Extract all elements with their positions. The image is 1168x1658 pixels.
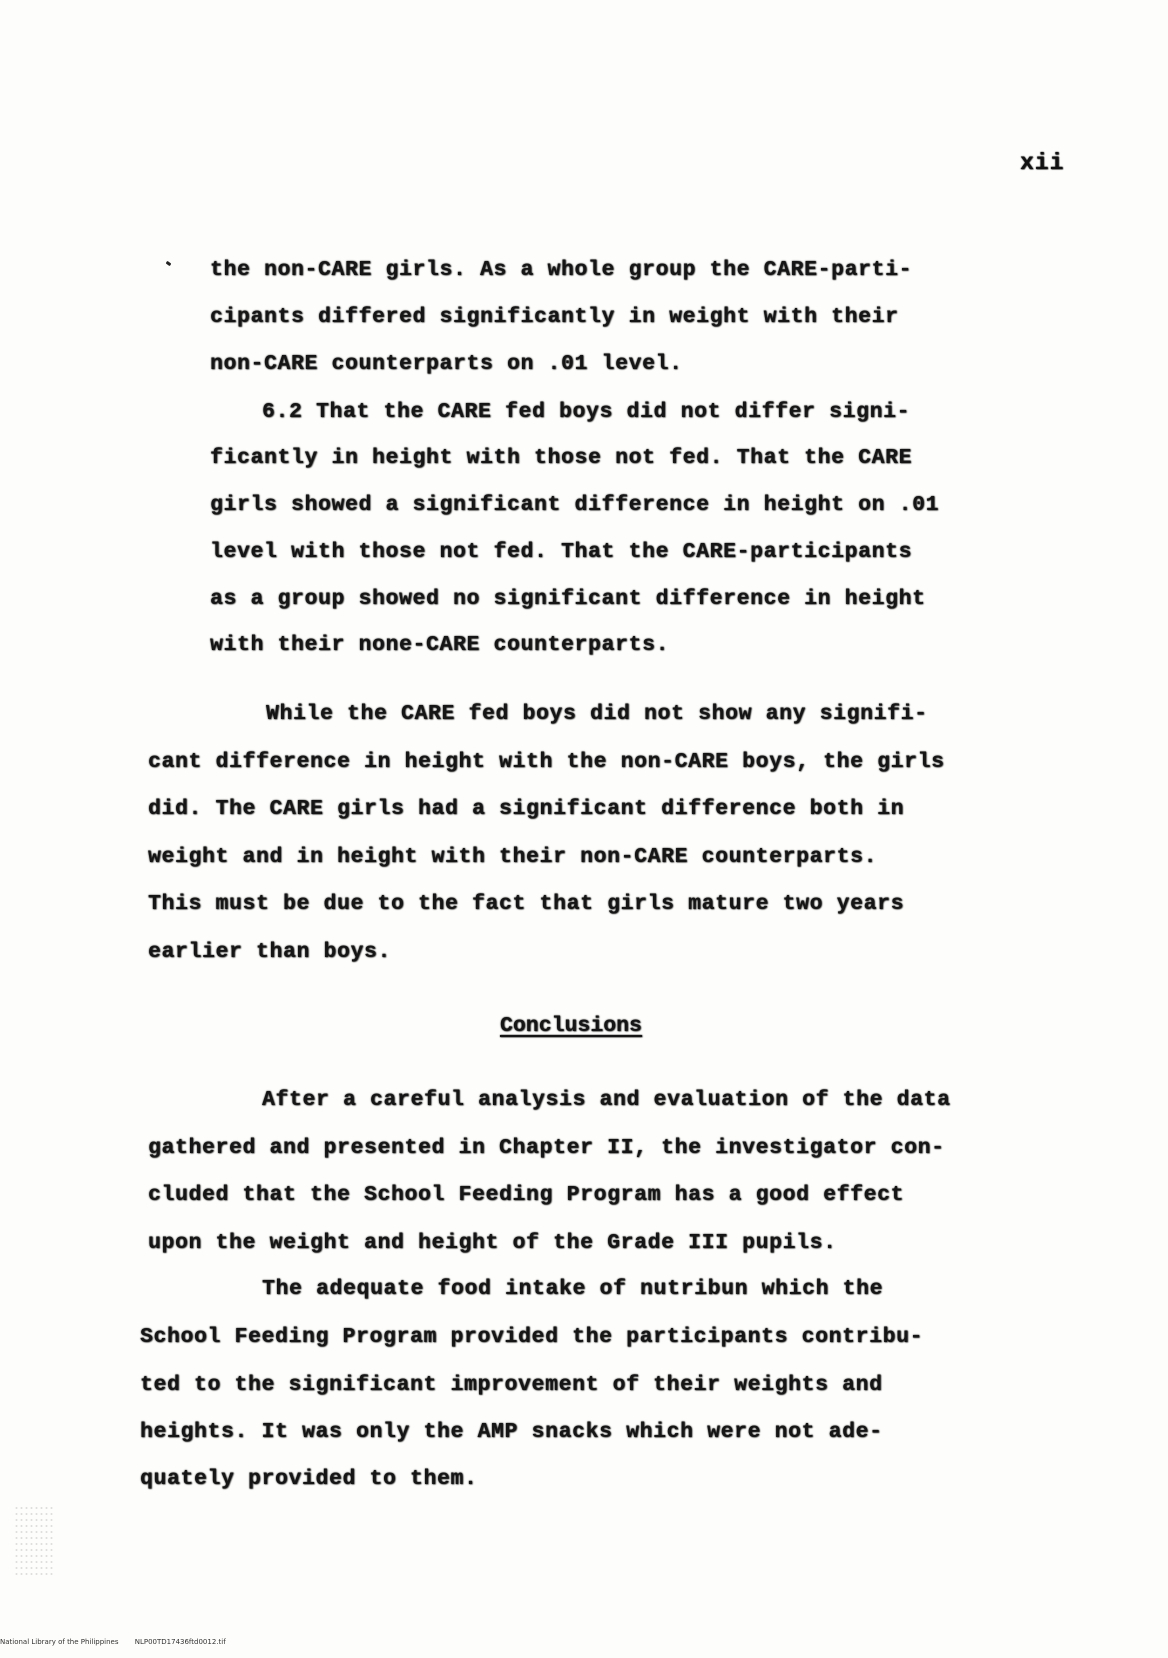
text-line: The adequate food intake of nutribun which the (262, 1277, 884, 1301)
text-line: While the CARE fed boys did not show any signifi- (266, 702, 928, 726)
text-line: quately provided to them. (140, 1467, 478, 1491)
text-line: This must be due to the fact that girls mature two years (148, 892, 905, 916)
text-line: 6.2 That the CARE fed boys did not differ signi- (262, 400, 911, 424)
section-heading: Conclusions (500, 1014, 642, 1038)
text-line: ted to the significant improvement of their weights and (140, 1373, 883, 1397)
text-line: upon the weight and height of the Grade III pupils. (148, 1231, 837, 1255)
stray-mark (166, 261, 172, 266)
text-line: ficantly in height with those not fed. That the CARE (210, 446, 913, 470)
text-line: cant difference in height with the non-CARE boys, the girls (148, 750, 945, 774)
text-line: cluded that the School Feeding Program has a good effect (148, 1183, 905, 1207)
text-line: cipants differed significantly in weight with their (210, 305, 899, 329)
text-line: did. The CARE girls had a significant difference both in (148, 797, 905, 821)
text-line: the non-CARE girls. As a whole group the CARE-parti- (210, 258, 913, 282)
scan-footer (0, 1638, 226, 1646)
text-line: girls showed a significant difference in height on .01 (210, 493, 940, 517)
text-line: earlier than boys. (148, 940, 392, 964)
text-line: After a careful analysis and evaluation of the data (262, 1088, 951, 1112)
text-line: gathered and presented in Chapter II, the investigator con- (148, 1136, 945, 1160)
text-line: level with those not fed. That the CARE-participants (210, 540, 913, 564)
text-line: non-CARE counterparts on .01 level. (210, 352, 683, 376)
text-line: School Feeding Program provided the participants contribu- (140, 1325, 924, 1349)
text-line: as a group showed no significant difference in height (210, 587, 926, 611)
text-line: with their none-CARE counterparts. (210, 633, 670, 657)
text-line: heights. It was only the AMP snacks which were not ade- (140, 1420, 883, 1444)
footer-filename: NLP00TD17436ftd0012.tif (134, 1638, 226, 1646)
page-number: xii (1020, 150, 1065, 176)
text-line: weight and in height with their non-CARE counterparts. (148, 845, 878, 869)
footer-library: National Library of the Philippines (0, 1638, 119, 1646)
scan-noise (14, 1505, 54, 1575)
